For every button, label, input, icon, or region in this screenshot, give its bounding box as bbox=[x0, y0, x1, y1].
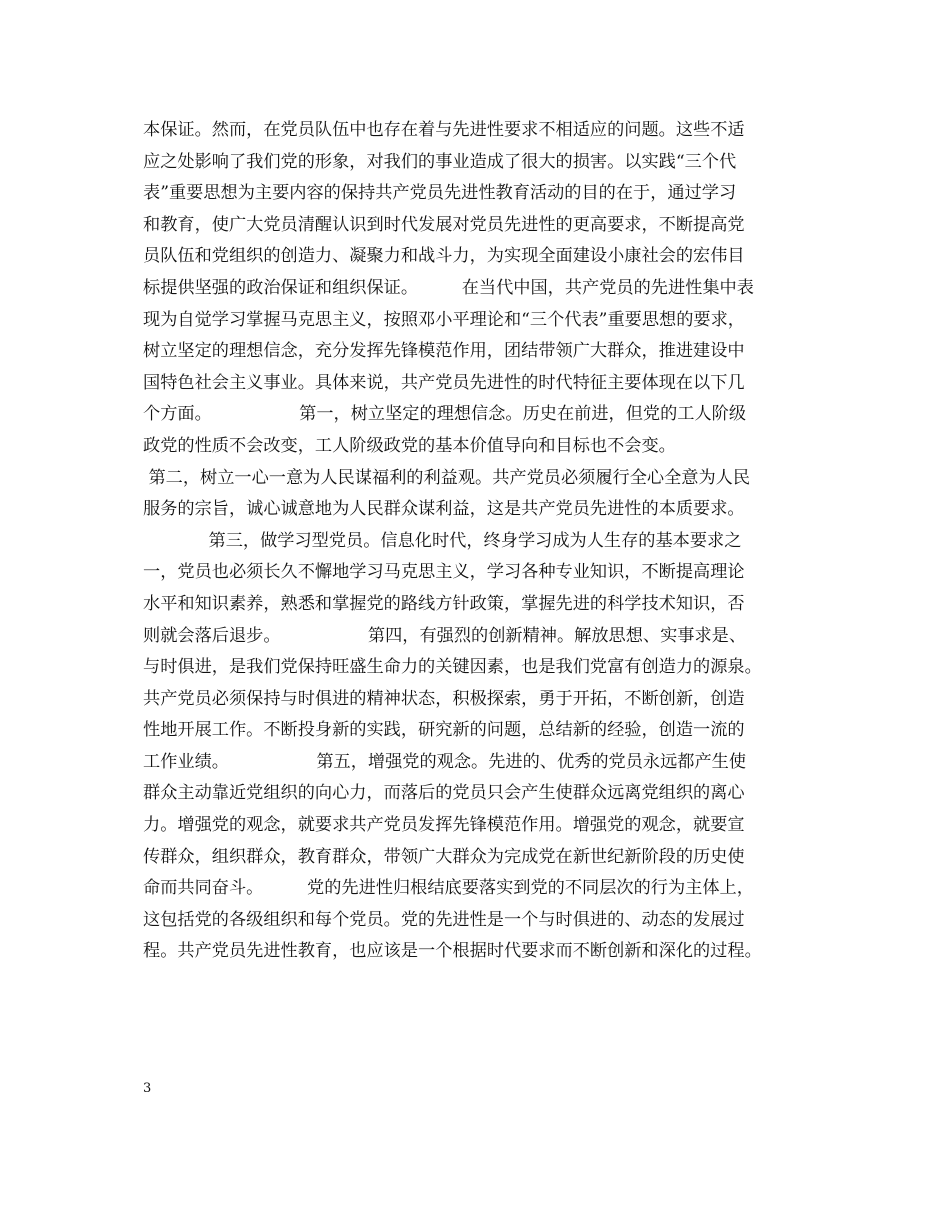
text-line: 个方面。 第一，树立坚定的理想信念。历史在前进，但党的工人阶级 bbox=[143, 404, 747, 425]
text-line: 政党的性质不会改变，工人阶级政党的基本价值导向和目标也不会变。 bbox=[143, 435, 676, 456]
text-line: 水平和知识素养，熟悉和掌握党的路线方针政策，掌握先进的科学技术知识，否 bbox=[143, 593, 745, 614]
body-text bbox=[143, 115, 833, 968]
text-line: 应之处影响了我们党的形象，对我们的事业造成了很大的损害。以实践“三个代 bbox=[143, 151, 737, 172]
text-line: 第二，树立一心一意为人民谋福利的利益观。共产党员必须履行全心全意为人民 bbox=[143, 467, 751, 488]
page-number: 3 bbox=[143, 1081, 152, 1096]
text-line: 第三，做学习型党员。信息化时代，终身学习成为人生存的基本要求之 bbox=[143, 530, 742, 551]
text-line: 程。共产党员先进性教育，也应该是一个根据时代要求而不断创新和深化的过程。 bbox=[143, 941, 762, 962]
text-line: 国特色社会主义事业。具体来说，共产党员先进性的时代特征主要体现在以下几 bbox=[143, 372, 745, 393]
text-line: 这包括党的各级组织和每个党员。党的先进性是一个与时俱进的、动态的发展过 bbox=[143, 909, 745, 930]
text-line: 表”重要思想为主要内容的保持共产党员先进性教育活动的目的在于，通过学习 bbox=[143, 183, 737, 204]
text-line: 则就会落后退步。 第四，有强烈的创新精神。解放思想、实事求是、 bbox=[143, 625, 747, 646]
text-line: 树立坚定的理想信念，充分发挥先锋模范作用，团结带领广大群众，推进建设中 bbox=[143, 341, 745, 362]
text-line: 命而共同奋斗。 党的先进性归根结底要落实到党的不同层次的行为主体上， bbox=[143, 878, 754, 899]
text-line: 一，党员也必须长久不懈地学习马克思主义，学习各种专业知识，不断提高理论 bbox=[143, 562, 745, 583]
text-line: 共产党员必须保持与时俱进的精神状态，积极探索，勇于开拓，不断创新，创造 bbox=[143, 688, 745, 709]
text-line: 本保证。然而，在党员队伍中也存在着与先进性要求不相适应的问题。这些不适 bbox=[143, 120, 745, 140]
text-line: 传群众，组织群众，教育群众，带领广大群众为完成党在新世纪新阶段的历史使 bbox=[143, 846, 745, 867]
text-line: 标提供坚强的政治保证和组织保证。 在当代中国，共产党员的先进性集中表 bbox=[143, 277, 754, 298]
text-line: 群众主动靠近党组织的向心力，而落后的党员只会产生使群众远离党组织的离心 bbox=[143, 783, 745, 804]
text-line: 和教育，使广大党员清醒认识到时代发展对党员先进性的更高要求，不断提高党 bbox=[143, 214, 745, 235]
text-line: 工作业绩。 第五，增强党的观念。先进的、优秀的党员永远都产生使 bbox=[143, 751, 747, 772]
text-line: 力。增强党的观念，就要求共产党员发挥先锋模范作用。增强党的观念，就要宣 bbox=[143, 815, 745, 836]
text-line: 服务的宗旨，诚心诚意地为人民群众谋利益，这是共产党员先进性的本质要求。 bbox=[143, 499, 745, 520]
text-line: 与时俱进，是我们党保持旺盛生命力的关键因素，也是我们党富有创造力的源泉。 bbox=[143, 657, 762, 678]
text-line: 现为自觉学习掌握马克思主义，按照邓小平理论和“三个代表”重要思想的要求， bbox=[143, 309, 745, 330]
text-line: 员队伍和党组织的创造力、凝聚力和战斗力，为实现全面建设小康社会的宏伟目 bbox=[143, 246, 745, 267]
text-line: 性地开展工作。不断投身新的实践，研究新的问题，总结新的经验，创造一流的 bbox=[143, 720, 745, 741]
